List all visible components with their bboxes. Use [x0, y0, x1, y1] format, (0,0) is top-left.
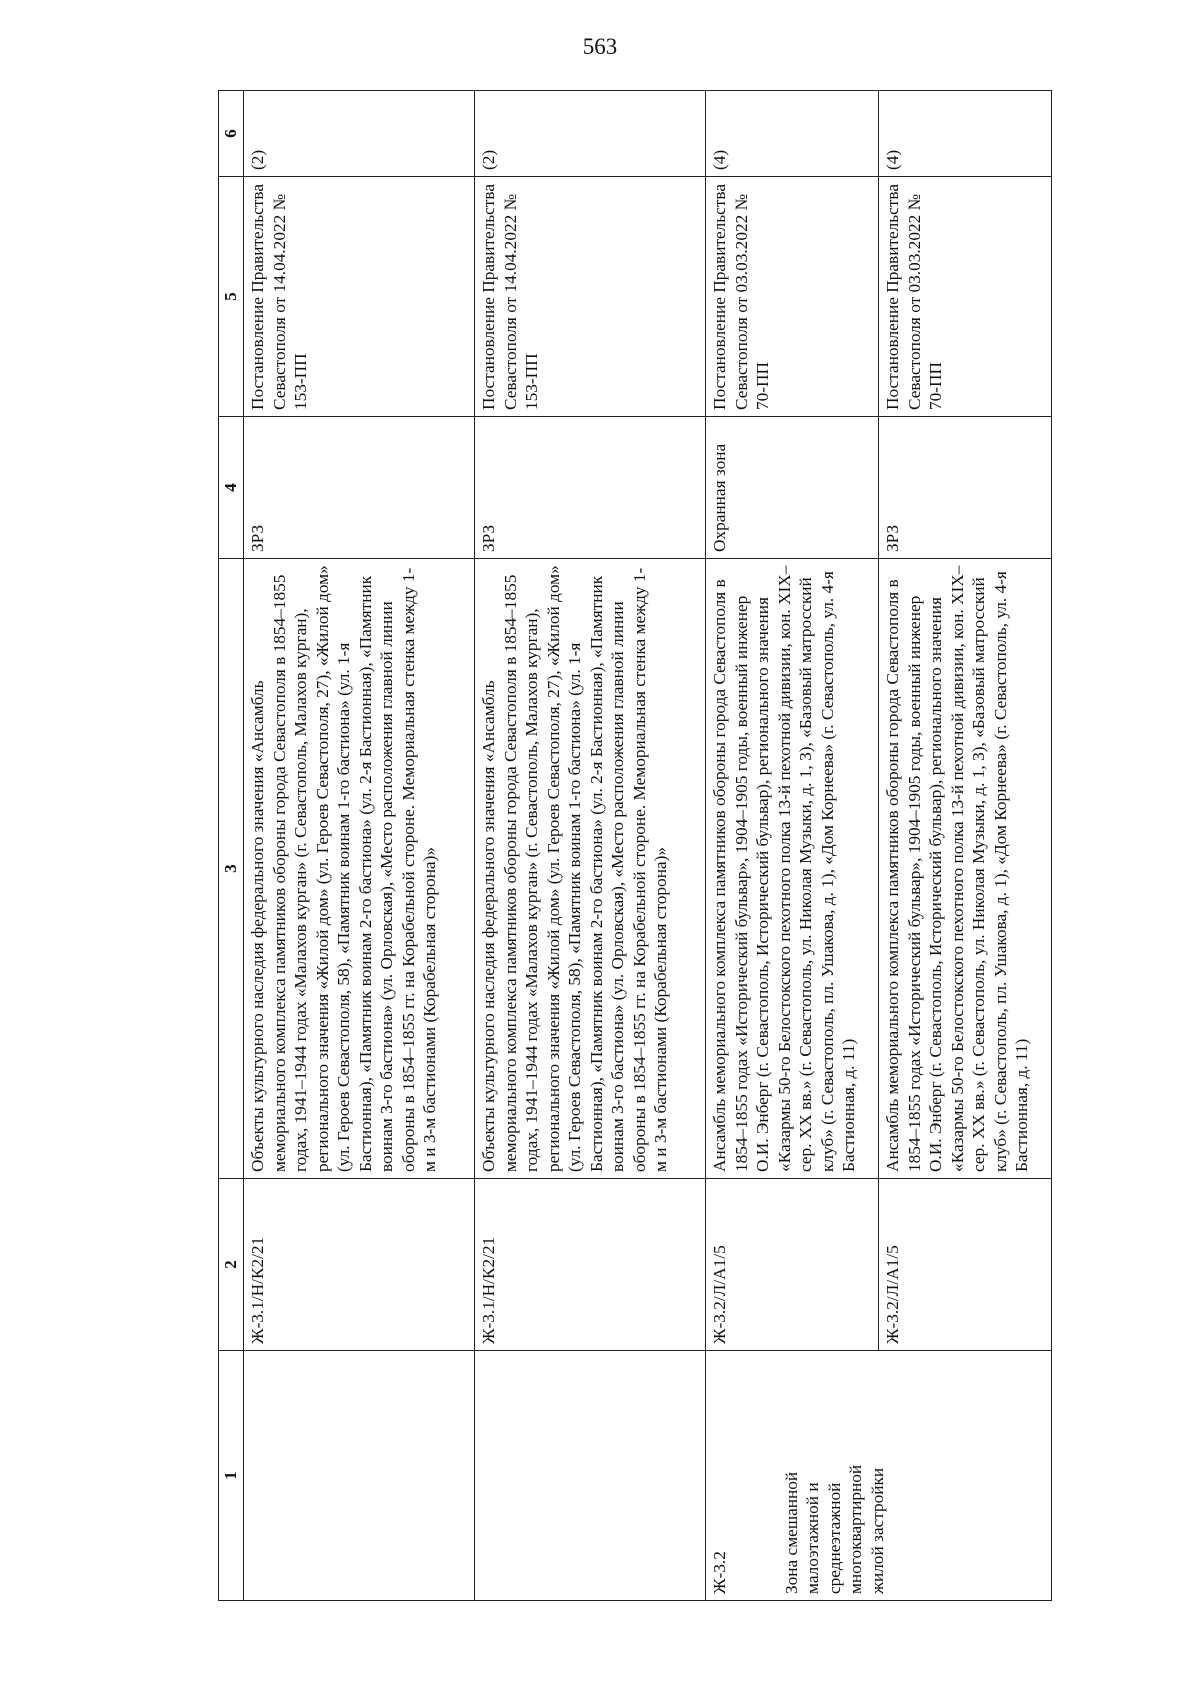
- regulation-table: [218, 90, 1052, 1601]
- heritage-object: Объекты культурного наследия федерального значения «Ансамбль мемориального комплекса памятников обороны города Севастополя в 1854–1855 годах, 1941–1944 годах «Малахов курган» (г. Севастополь, Малахов курган), регионального значения «Жилой дом» (ул. Героев Севастополя, 27), «Жилой дом» (ул. Героев Севастополя, 58), «Памятник воинам 1-го бастиона» (ул. 1-я Бастионная), «Памятник воинам 2-го бастиона» (ул. 2-я Бастионная), «Памятник воинам 3-го бастиона» (ул. Орловская), «Место расположения главной линии обороны в 1854–1855 гг. на Корабельной стороне. Мемориальная стенка между 1-м и 3-м бастионами (Корабельная сторона)»: [244, 559, 475, 1179]
- zone-code: Ж-3.2: [710, 1551, 729, 1594]
- heritage-object: Объекты культурного наследия федерального значения «Ансамбль мемориального комплекса памятников обороны города Севастополя в 1854–1855 годах, 1941–1944 годах «Малахов курган» (г. Севастополь, Малахов курган), регионального значения «Жилой дом» (ул. Героев Севастополя, 27), «Жилой дом» (ул. Героев Севастополя, 58), «Памятник воинам 1-го бастиона» (ул. 1-я Бастионная), «Памятник воинам 2-го бастиона» (ул. 2-я Бастионная), «Памятник воинам 3-го бастиона» (ул. Орловская), «Место расположения главной линии обороны в 1854–1855 гг. на Корабельной стороне. Мемориальная стенка между 1-м и 3-м бастионами (Корабельная сторона)»: [475, 559, 706, 1179]
- column-number: 1: [219, 1351, 244, 1601]
- table-row: [706, 91, 879, 1601]
- protection-zone-type: ЗРЗ: [475, 417, 706, 559]
- protection-zone-type: Охранная зона: [706, 417, 879, 559]
- heritage-object: Ансамбль мемориального комплекса памятников обороны города Севастополя в 1854–1855 годах «Исторический бульвар», 1904–1905 годы, военный инженер О.И. Энберг (г. Севастополь, Исторический бульвар), регионального значения «Казармы 50-го Белостокского пехотного полка 13-й пехотной дивизии, кон. XIX–сер. XX вв.» (г. Севастополь, ул. Николая Музыки, д. 1, 3), «Базовый матросский клуб» (г. Севастополь, пл. Ушакова, д. 1), «Дом Корнеева» (г. Севастополь, ул. 4-я Бастионная, д. 11): [706, 559, 879, 1179]
- column-number: 2: [219, 1179, 244, 1351]
- protection-zone-type: ЗРЗ: [244, 417, 475, 559]
- zone-cell-empty: [244, 1351, 475, 1601]
- legal-document: Постановление Правительства Севастополя от 03.03.2022 № 70-ПП: [879, 177, 1052, 417]
- column-number: 3: [219, 559, 244, 1179]
- column-number: 6: [219, 91, 244, 177]
- note-reference: (4): [879, 91, 1052, 177]
- zone-name-line: жилой застройки: [867, 1467, 887, 1594]
- heritage-object: Ансамбль мемориального комплекса памятников обороны города Севастополя в 1854–1855 годах «Исторический бульвар», 1904–1905 годы, военный инженер О.И. Энберг (г. Севастополь, Исторический бульвар), регионального значения «Казармы 50-го Белостокского пехотного полка 13-й пехотной дивизии, кон. XIX–сер. XX вв.» (г. Севастополь, ул. Николая Музыки, д. 1, 3), «Базовый матросский клуб» (г. Севастополь, пл. Ушакова, д. 1), «Дом Корнеева» (г. Севастополь, ул. 4-я Бастионная, д. 11): [879, 559, 1052, 1179]
- legal-document: Постановление Правительства Севастополя от 03.03.2022 № 70-ПП: [706, 177, 879, 417]
- column-number-row: [219, 91, 244, 1601]
- zone-name-line: многоквартирной: [846, 1464, 865, 1594]
- legal-document: Постановление Правительства Севастополя от 14.04.2022 № 153-ПП: [244, 177, 475, 417]
- subzone-code: Ж-3.2/Л/А1/5: [879, 1179, 1052, 1351]
- protection-zone-type: ЗРЗ: [879, 417, 1052, 559]
- zone-cell-empty: [475, 1351, 706, 1601]
- note-reference: (2): [475, 91, 706, 177]
- zone-name-line: Зона смешанной: [781, 1471, 801, 1594]
- note-reference: (2): [244, 91, 475, 177]
- page-number: 563: [582, 34, 618, 59]
- subzone-code: Ж-3.1/Н/К2/21: [475, 1179, 706, 1351]
- zone-name-line: малоэтажной и: [803, 1482, 822, 1594]
- zone-cell: [706, 1351, 1052, 1601]
- column-number: 5: [219, 177, 244, 417]
- subzone-code: Ж-3.2/Л/А1/5: [706, 1179, 879, 1351]
- column-number: 4: [219, 417, 244, 559]
- table-row: [475, 91, 706, 1601]
- note-reference: (4): [706, 91, 879, 177]
- legal-document: Постановление Правительства Севастополя от 14.04.2022 № 153-ПП: [475, 177, 706, 417]
- subzone-code: Ж-3.1/Н/К2/21: [244, 1179, 475, 1351]
- rotated-table-container: [218, 91, 1031, 1601]
- zone-name-line: среднеэтажной: [824, 1482, 844, 1594]
- table-row: [244, 91, 475, 1601]
